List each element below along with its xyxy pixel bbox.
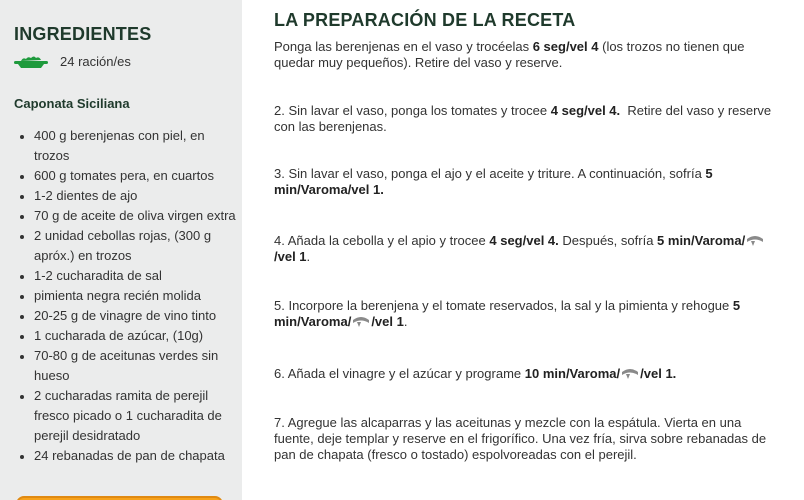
ingredient-item: 1 cucharada de azúcar, (10g) — [14, 326, 236, 346]
step-setting: /vel 1 — [274, 249, 307, 264]
step-4 — [274, 233, 784, 265]
reverse-rotation-icon — [351, 315, 371, 327]
step-setting: 5 min/Varoma/ — [274, 298, 741, 329]
step-2 — [274, 103, 784, 135]
step-text: Ponga las berenjenas en el vaso y trocéelas — [274, 39, 533, 54]
ingredient-item: 1-2 dientes de ajo — [14, 186, 236, 206]
ingredient-item: 70-80 g de aceitunas verdes sin hueso — [14, 346, 236, 386]
ingredient-item: 20-25 g de vinagre de vino tinto — [14, 306, 236, 326]
step-setting: /vel 1. — [640, 366, 677, 381]
ingredient-item: 2 unidad cebollas rojas, (300 g apróx.) en trozos — [14, 226, 236, 266]
step-setting: 4 seg/vel 4. — [489, 233, 559, 248]
servings-count: 24 ración/es — [60, 54, 131, 69]
step-text: Después, sofría — [558, 233, 658, 248]
step-text: 2. Sin lavar el vaso, ponga los tomates y trocee — [274, 103, 551, 118]
step-setting: 6 seg/vel 4 — [532, 39, 599, 54]
step-text: . — [306, 249, 311, 264]
ingredient-item: 70 g de aceite de oliva virgen extra — [14, 206, 236, 226]
step-6 — [274, 366, 784, 382]
ingredients-panel — [0, 0, 242, 500]
step-text: 5. Incorpore la berenjena y el tomate reservados, la sal y la pimienta y rehogue — [274, 298, 733, 313]
step-setting: 5 min/Varoma/vel 1. — [274, 166, 713, 197]
step-1 — [274, 39, 784, 71]
step-text: 7. Agregue las alcaparras y las aceitunas y mezcle con la espátula. Vierta en una fuente, deje templar y reserve en el frigorífico. Una vez fría, sirva sobre rebanadas de pan de chapata (fresco o tostado) espolvoreadas con el perejil. — [274, 415, 767, 462]
ingredient-item: pimienta negra recién molida — [14, 286, 236, 306]
serving-dish-icon — [14, 55, 48, 69]
step-text: Retire del vaso y reserve con las berenjenas. — [274, 103, 775, 134]
reverse-rotation-icon — [745, 234, 765, 246]
ingredient-item: 2 cucharadas ramita de perejil fresco picado o 1 cucharadita de perejil desidratado — [14, 386, 236, 446]
step-setting: 10 min/Varoma/ — [524, 366, 621, 381]
step-text: 3. Sin lavar el vaso, ponga el ajo y el aceite y triture. A continuación, sofría — [274, 166, 706, 181]
ingredient-item: 400 g berenjenas con piel, en trozos — [14, 126, 236, 166]
step-7 — [274, 415, 784, 463]
recipe-name: Caponata Siciliana — [14, 96, 130, 111]
step-setting: /vel 1 — [371, 314, 404, 329]
ingredient-item: 600 g tomates pera, en cuartos — [14, 166, 236, 186]
action-button[interactable] — [16, 496, 223, 500]
ingredient-item: 24 rebanadas de pan de chapata — [14, 446, 236, 466]
ingredient-list — [14, 126, 236, 466]
step-setting: 4 seg/vel 4. — [550, 103, 621, 118]
ingredient-item: 1-2 cucharadita de sal — [14, 266, 236, 286]
step-text: 4. Añada la cebolla y el apio y trocee — [274, 233, 490, 248]
ingredients-title: INGREDIENTES — [14, 24, 152, 44]
step-5 — [274, 298, 784, 330]
reverse-rotation-icon — [620, 367, 640, 379]
step-3 — [274, 166, 784, 198]
step-setting: 5 min/Varoma/ — [657, 233, 746, 248]
step-text: (los trozos no tienen que quedar muy pequeños). Retire del vaso y reserve. — [274, 39, 745, 70]
preparation-title: LA PREPARACIÓN DE LA RECETA — [274, 10, 576, 30]
step-text: 6. Añada el vinagre y el azúcar y programe — [274, 366, 525, 381]
servings-row — [14, 54, 131, 69]
step-text: . — [403, 314, 408, 329]
